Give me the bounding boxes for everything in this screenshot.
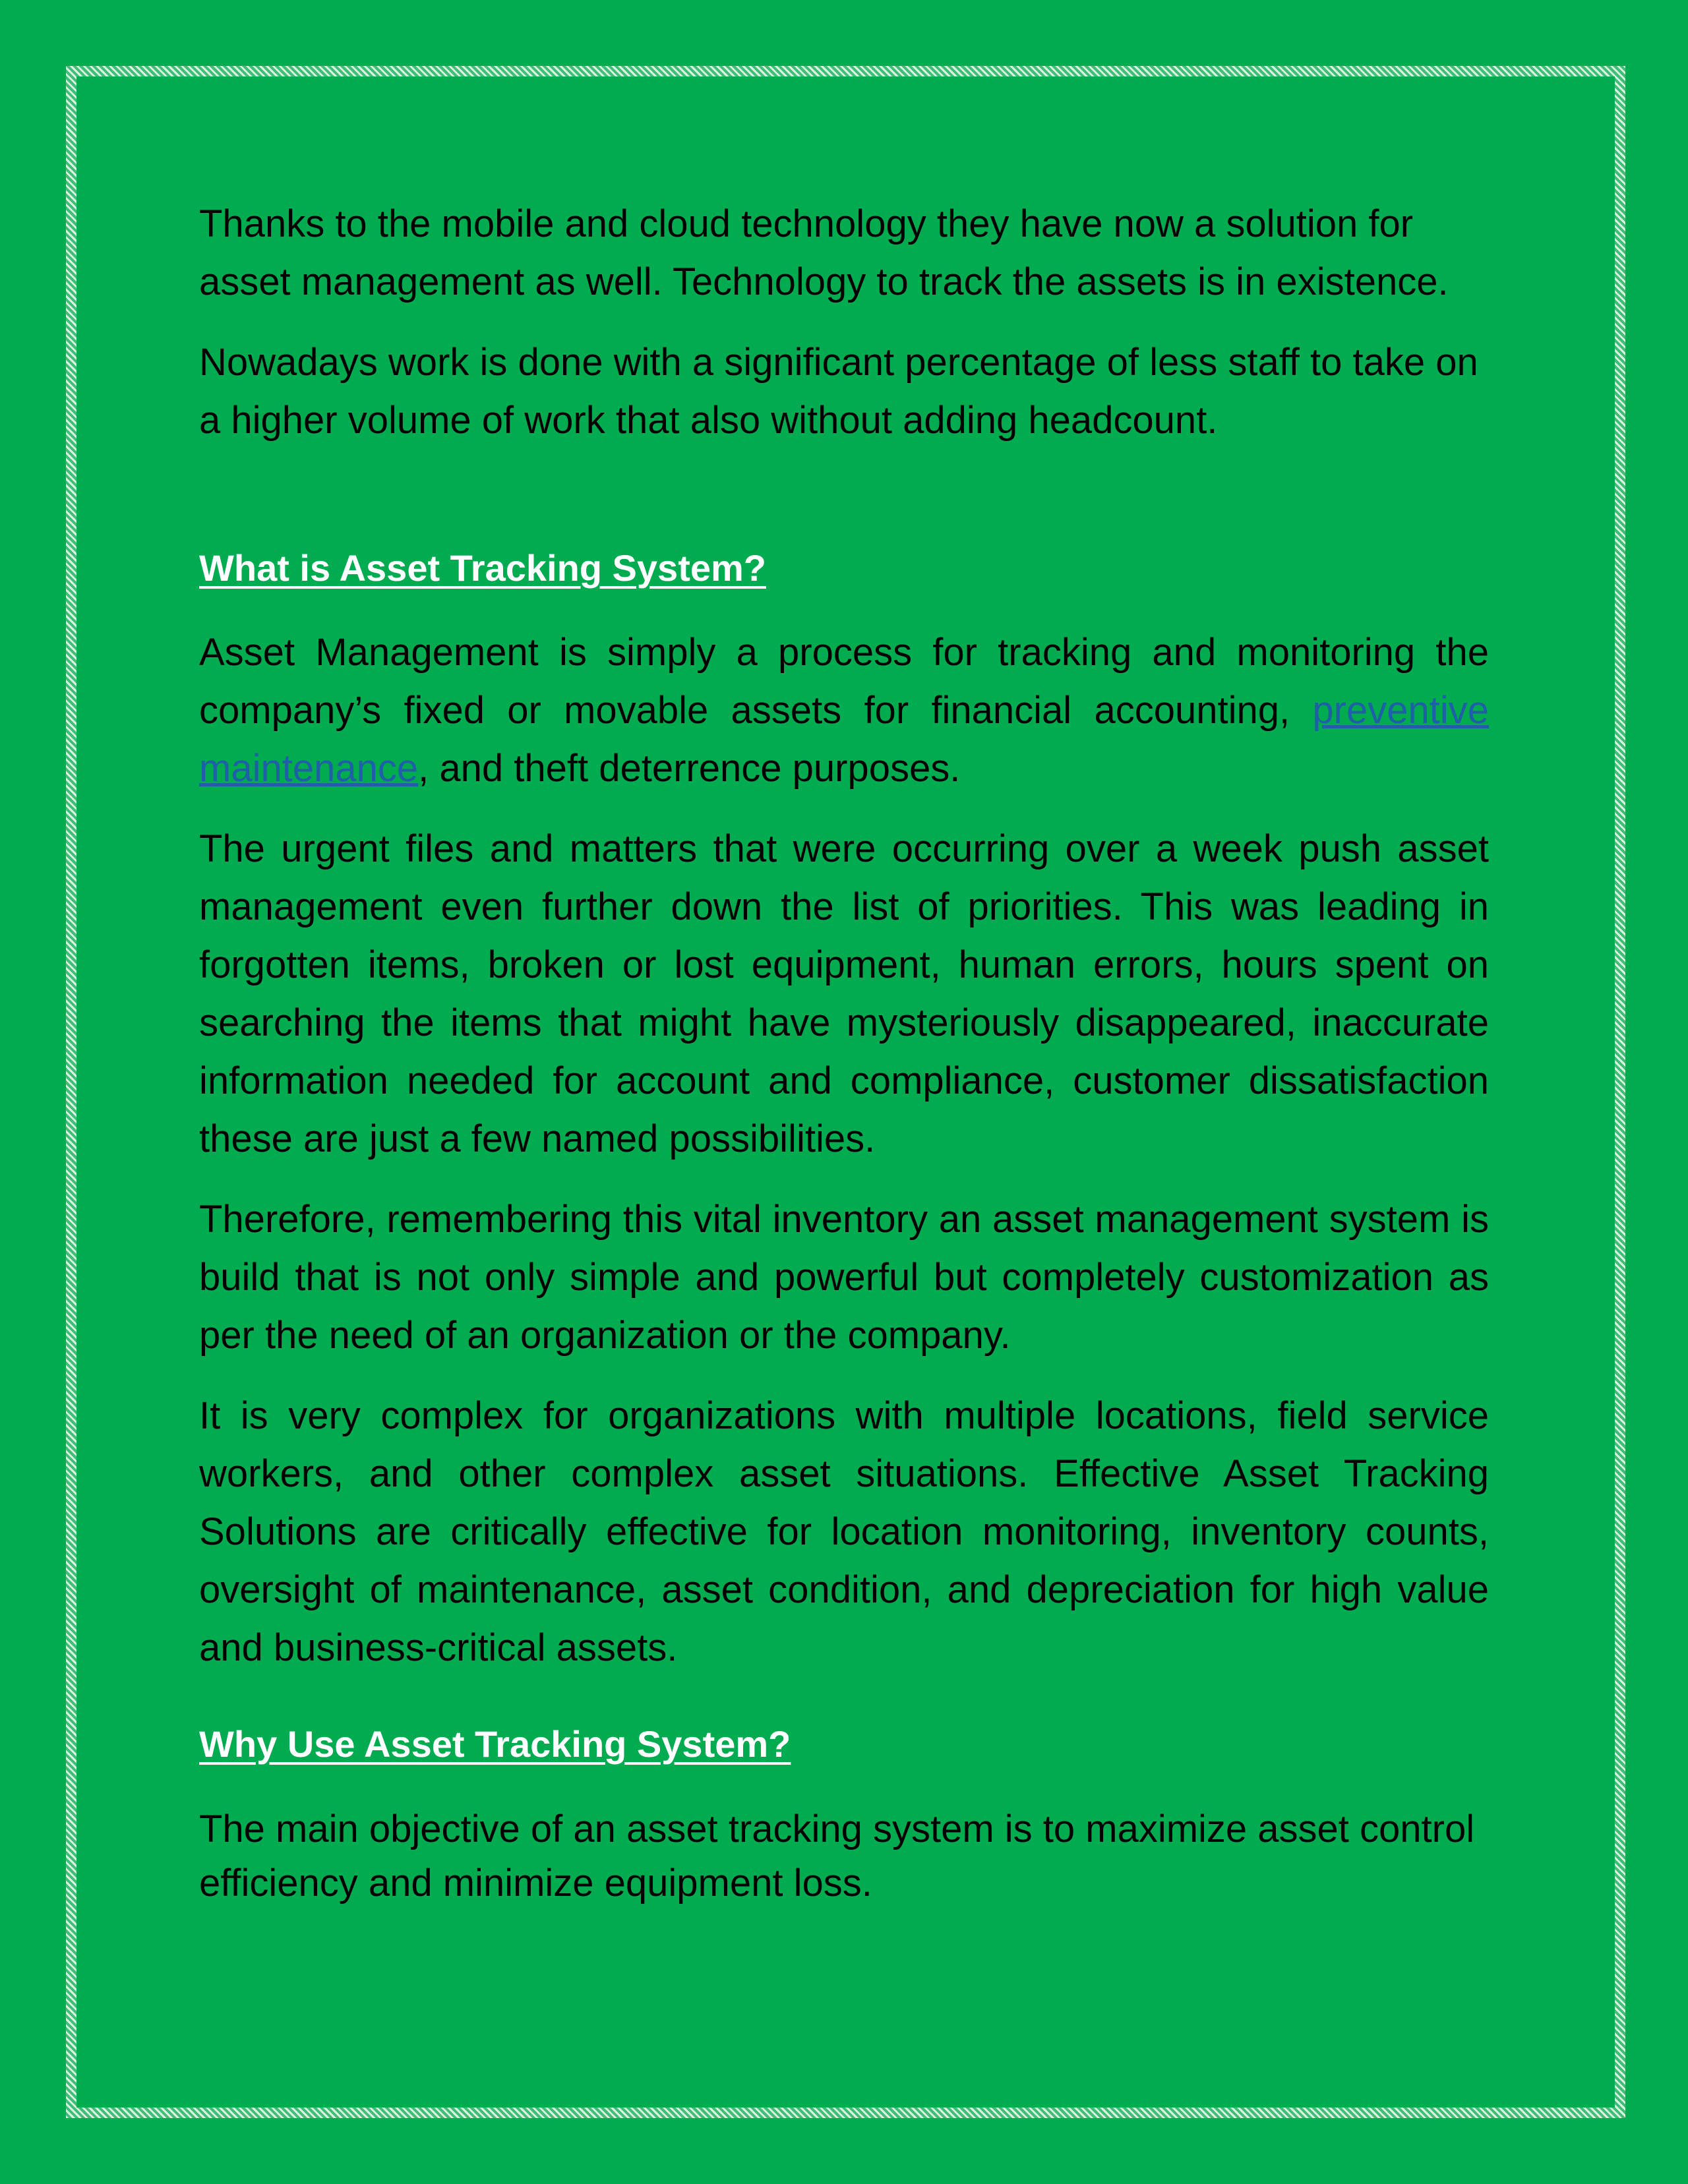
intro-paragraph-2: Nowadays work is done with a significant percentage of less staff to take on a higher volume of work that also without adding headcount. bbox=[199, 341, 1478, 442]
preventive-maintenance-link[interactable]: preventive maintenance bbox=[199, 689, 1489, 790]
section2-paragraph-1: The main objective of an asset tracking system is to maximize asset control efficiency and minimize equipment loss. bbox=[199, 1808, 1475, 1904]
section1-paragraph-4: It is very complex for organizations with multiple locations, field service workers, and other complex asset situations. Effective Asset Tracking Solutions are critically effective for location monitoring, inventory counts, oversight of maintenance, asset condition, and depreciation for high value and business-critical assets. bbox=[199, 1394, 1489, 1669]
section-heading-why-use: Why Use Asset Tracking System? bbox=[199, 1723, 791, 1765]
section1-paragraph-1 bbox=[199, 624, 1489, 798]
intro-paragraph-1: Thanks to the mobile and cloud technology they have now a solution for asset management as well. Technology to track the assets is in existence. bbox=[199, 202, 1449, 303]
document-body bbox=[199, 195, 1489, 1933]
section1-paragraph-2: The urgent files and matters that were occurring over a week push asset management even further down the list of priorities. This was leading in forgotten items, broken or lost equipment, human errors, hours spent on searching the items that might have mysteriously disappeared, inaccurate information needed for account and compliance, customer dissatisfaction these are just a few named possibilities. bbox=[199, 827, 1489, 1160]
section1-paragraph-1-text-start: Asset Management is simply a process for tracking and monitoring the company’s fixed or movable assets for financial accounting, bbox=[199, 631, 1489, 732]
section1-paragraph-1-text-end: , and theft deterrence purposes. bbox=[418, 747, 961, 790]
section1-paragraph-3: Therefore, remembering this vital inventory an asset management system is build that is not only simple and powerful but completely customization as per the need of an organization or the company. bbox=[199, 1198, 1489, 1357]
section-heading-what-is: What is Asset Tracking System? bbox=[199, 547, 766, 589]
